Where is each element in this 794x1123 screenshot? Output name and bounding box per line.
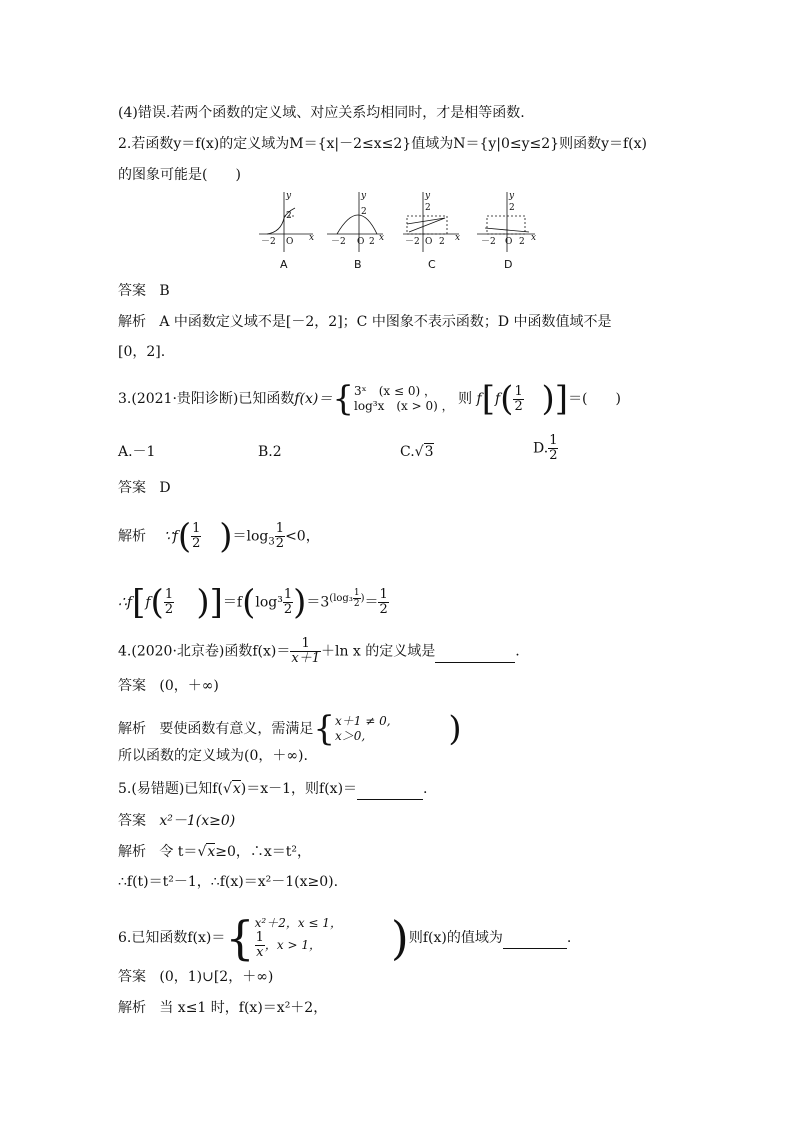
q3-fx: f(x)＝	[294, 391, 333, 407]
q3-analysis-line1	[118, 516, 320, 557]
q4-prefix: 4.(2020·北京卷)函数f(x)＝	[118, 643, 291, 660]
frac-den: 2	[353, 599, 360, 609]
q5-end: .	[423, 781, 428, 797]
graph-c-y: y	[425, 191, 431, 201]
q3-option-c: C.√3	[400, 444, 434, 460]
brace-left: {	[313, 709, 335, 749]
answer-value: (0，＋∞)	[159, 678, 219, 694]
graph-c-neg2: －2	[405, 237, 420, 247]
q5-blank[interactable]	[357, 779, 423, 800]
graph-d-y: y	[509, 191, 515, 201]
frac-num: 1	[275, 521, 285, 536]
analysis-part: ∴f	[118, 594, 133, 611]
q3-tail: ＝( )	[568, 391, 621, 407]
analysis-part: log³	[255, 594, 283, 611]
frac-num: 1	[353, 588, 360, 598]
frac-den: 2	[192, 536, 201, 551]
graph-a-2: 2	[286, 211, 292, 221]
q3-analysis-line2	[118, 582, 389, 623]
analysis-part: ∵f	[163, 528, 178, 545]
graph-b-x: x	[379, 233, 385, 243]
option-d-label: D.	[533, 440, 549, 457]
frac-den: 2	[514, 398, 523, 414]
q4-analysis-line1	[118, 709, 462, 749]
graph-b-2: 2	[361, 207, 367, 217]
exponent	[329, 588, 365, 609]
frac-den: x	[256, 945, 264, 960]
paren-right: )	[390, 911, 409, 965]
q4-fraction	[290, 637, 321, 666]
q3-f-inner: f	[494, 391, 501, 407]
q4-answer	[118, 676, 219, 696]
q6-stem	[118, 911, 572, 965]
q6-suffix: 则f(x)的值域为	[408, 930, 503, 946]
analysis-label: 解析	[118, 721, 146, 737]
analysis-part: 令 t＝	[159, 844, 198, 860]
frac	[275, 522, 285, 551]
q3-stem	[118, 379, 621, 419]
graph-c-2x: 2	[439, 237, 445, 247]
graph-b-o: O	[357, 237, 365, 247]
paren-left: (	[150, 582, 164, 623]
q6-case1: x²＋2，x ≤ 1，	[254, 916, 342, 930]
q6-answer	[118, 967, 273, 987]
q3-cases	[354, 384, 454, 414]
paren-left: (	[242, 582, 256, 623]
q3-option-a: A.－1	[118, 444, 156, 460]
log-base: 3	[268, 536, 275, 548]
q4-end: .	[515, 643, 520, 660]
q3-case1: 3ˣ (x ≤ 0) ，	[354, 384, 437, 398]
analysis-part: ＝3	[306, 594, 330, 611]
bracket-left: [	[481, 379, 495, 419]
answer-value: B	[159, 283, 170, 299]
paren-right: )	[219, 516, 233, 557]
paren-right: )	[448, 709, 462, 749]
paren-right: )	[293, 582, 307, 623]
frac-den: 2	[164, 602, 174, 618]
analysis-part: ＝	[364, 594, 379, 611]
answer-label: 答案	[118, 813, 146, 829]
brace-left: {	[332, 379, 355, 419]
graph-label-a: A	[280, 258, 288, 271]
graph-b-y: y	[361, 191, 367, 201]
frac	[191, 522, 201, 551]
q3-answer	[118, 478, 171, 498]
graph-d-2: 2	[509, 203, 515, 213]
frac-den: 2	[379, 602, 388, 618]
q6-case2-tail: ，x > 1，	[264, 938, 322, 952]
answer-value: D	[159, 480, 171, 496]
q4-analysis-line2: 所以函数的定义域为(0，＋∞).	[118, 748, 308, 764]
graph-d-x: x	[531, 233, 537, 243]
frac-den: 2	[549, 448, 558, 463]
q3-prefix: 3.(2021·贵阳诊断)已知函数	[118, 391, 295, 407]
analysis-text: 要使函数有意义，需满足	[159, 721, 314, 737]
graph-label-d: D	[504, 258, 513, 271]
q4-cases	[335, 714, 391, 744]
bracket-right: ]	[554, 379, 569, 419]
brace-left: {	[225, 911, 255, 965]
bracket-right: ]	[209, 582, 223, 623]
q3-then: 则	[458, 391, 473, 407]
q2-stem-line2: 的图象可能是( )	[118, 167, 241, 183]
frac-num: 1	[192, 521, 201, 536]
exp-part: (log₃	[329, 593, 353, 604]
frac-num: 1	[255, 930, 264, 945]
paren-left: (	[500, 379, 514, 419]
analysis-sqrt: x	[207, 844, 216, 860]
analysis-label: 解析	[118, 1000, 146, 1016]
bracket-left: [	[132, 582, 146, 623]
analysis-f: f	[145, 594, 151, 611]
q3-case2: log³x (x > 0) ，	[354, 399, 454, 413]
graph-b-neg2: －2	[331, 237, 346, 247]
graph-c-x: x	[455, 233, 461, 243]
frac-num: 1	[283, 587, 293, 603]
analysis-text: A 中函数定义域不是[－2，2]；C 中图象不表示函数；D 中函数值域不是	[159, 314, 612, 330]
graph-d-neg2: －2	[481, 237, 496, 247]
analysis-part: ≥0，∴x＝t²，	[215, 844, 312, 860]
text-line-4-error: (4)错误.若两个函数的定义域、对应关系均相同时，才是相等函数.	[118, 105, 525, 121]
exp-frac	[353, 588, 361, 609]
frac-num: 1	[301, 636, 310, 651]
answer-label: 答案	[118, 480, 146, 496]
analysis-label: 解析	[118, 314, 146, 330]
frac-den: x＋1	[291, 651, 320, 666]
graph-b-2x: 2	[369, 237, 375, 247]
frac-num: 1	[549, 433, 558, 448]
q4-case1: x＋1 ≠ 0,	[335, 714, 391, 728]
answer-label: 答案	[118, 283, 146, 299]
q2-analysis-line2: [0，2].	[118, 344, 166, 360]
analysis-text: 当 x≤1 时，f(x)＝x²＋2，	[159, 1000, 328, 1016]
analysis-part: ＝f	[222, 594, 243, 611]
paren-left: (	[177, 516, 192, 557]
analysis-label: 解析	[118, 528, 146, 545]
graph-c-o: O	[425, 237, 433, 247]
graph-a-neg2: －2	[261, 237, 276, 247]
q2-answer	[118, 281, 170, 301]
frac-num: 1	[514, 383, 523, 399]
graph-d-o: O	[505, 237, 513, 247]
paren-right: )	[541, 379, 555, 419]
graph-a-o: O	[286, 237, 294, 247]
q3-option-d	[533, 434, 558, 463]
q6-cases	[255, 916, 342, 960]
q5-answer	[118, 811, 235, 831]
frac	[283, 588, 293, 617]
graph-label-c: C	[428, 258, 436, 271]
q3-fraction	[513, 385, 523, 414]
option-c-label: C.	[400, 444, 415, 460]
q4-stem	[118, 637, 520, 666]
answer-value: x²－1(x≥0)	[159, 813, 236, 829]
q5-analysis-line2: ∴f(t)＝t²－1，∴f(x)＝x²－1(x≥0).	[118, 874, 339, 890]
q6-analysis	[118, 998, 327, 1018]
answer-label: 答案	[118, 969, 146, 985]
q2-stem-line1: 2.若函数y＝f(x)的定义域为M＝{x|－2≤x≤2}值域为N＝{y|0≤y≤2}则函数y＝f(x)	[118, 136, 647, 152]
frac-num: 1	[164, 587, 174, 603]
analysis-part: <0，	[285, 528, 320, 545]
answer-label: 答案	[118, 678, 146, 694]
q4-blank[interactable]	[435, 642, 515, 663]
graph-label-b: B	[354, 258, 362, 271]
analysis-label: 解析	[118, 844, 146, 860]
q6-case2	[255, 931, 342, 960]
graph-c-2: 2	[425, 203, 431, 213]
frac	[378, 588, 388, 617]
q6-prefix: 6.已知函数f(x)＝	[118, 930, 226, 946]
q5-sqrt: x	[232, 781, 241, 797]
q6-end: .	[566, 930, 572, 946]
frac	[164, 588, 174, 617]
q5-analysis-line1: 解析 令 t＝√x≥0，∴x＝t²，	[118, 844, 312, 860]
frac-num: 1	[379, 587, 388, 603]
q5-stem: 5.(易错题)已知f(√x)＝x－1，则f(x)＝ .	[118, 779, 427, 800]
graph-a-y: y	[286, 191, 292, 201]
q3-f-outer: f	[476, 391, 482, 407]
q6-case2-frac	[255, 931, 265, 960]
q2-graphs	[255, 188, 545, 256]
q5-suffix: )＝x－1，则f(x)＝	[240, 781, 358, 797]
q3-option-b: B.2	[258, 444, 282, 460]
frac-den: 2	[283, 602, 293, 618]
q2-analysis-line1	[118, 312, 612, 332]
answer-value: (0，1)∪[2，＋∞)	[159, 969, 274, 985]
paren-right: )	[196, 582, 210, 623]
option-d-frac	[548, 434, 558, 463]
graph-d-2x: 2	[519, 237, 525, 247]
q4-case2: x＞0,	[335, 729, 366, 743]
q4-suffix: ＋ln x 的定义域是	[320, 643, 436, 660]
q5-prefix: 5.(易错题)已知f(	[118, 781, 223, 797]
analysis-part: ＝log	[232, 528, 269, 545]
exp-part: )	[360, 593, 365, 604]
graph-a-x: x	[309, 233, 315, 243]
option-c-sqrt: 3	[424, 444, 434, 460]
q6-blank[interactable]	[503, 928, 567, 949]
frac-den: 2	[275, 536, 285, 551]
